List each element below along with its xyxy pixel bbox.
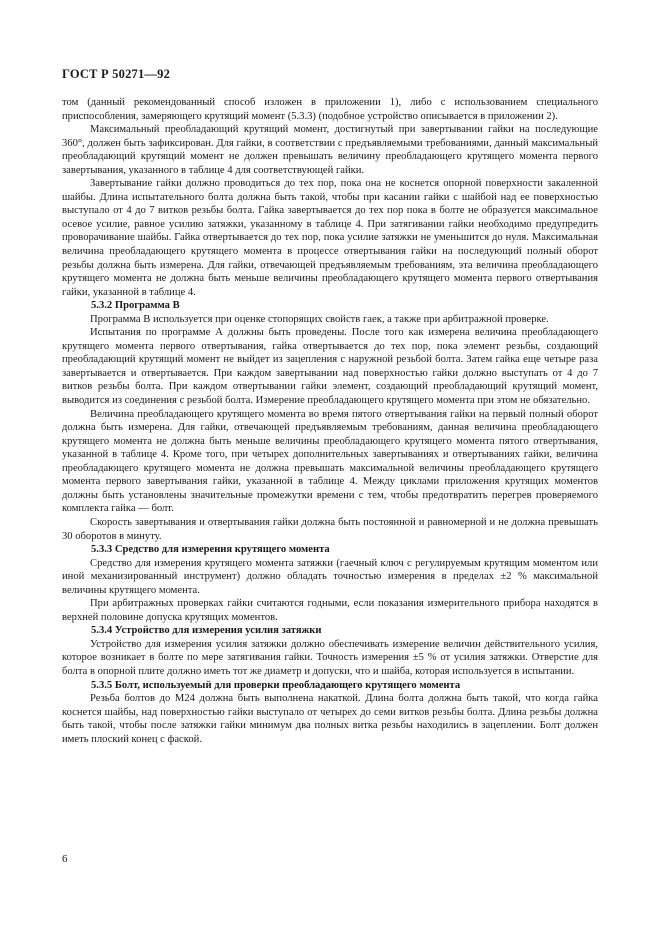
paragraph: Средство для измерения крутящего момента затяжки (гаечный ключ с регулируемым крутящим моментом или иной механизированный инструмент) должно обладать точностью измерения в пределах ±2 % максимальной величины крутящего момента. bbox=[62, 557, 598, 596]
paragraph: Максимальный преобладающий крутящий момент, достигнутый при завертывании гайки на последующие 360°, должен быть зафиксирован. Для гайки, в соответствии с предъявляемыми требованиями, данный максимальный преобладающий крутящий момент не должен превышать величину преобладающего крутящего момента первого завертывания, указанного в таблице 4 для соответствующей гайки. bbox=[62, 124, 598, 176]
document-body bbox=[62, 96, 598, 746]
paragraph: Испытания по программе А должны быть проведены. После того как измерена величина преобладающего крутящего момента первого отвертывания, гайка отвертывается до тех пор, пока элемент резьбы, создающий преобладающий крутящий момент не выйдет из зацепления с наружной резьбой болта. Затем гайка еще четыре раза завертывается и отвертывается. При каждом завертывании над поверхностью гайки должно выступать от 4 до 7 витков резьбы болта. При каждом отвертывании гайки элемент, создающий преобладающий крутящий момент, выводится из соединения с резьбой болта. Измерение преобладающего крутящего момента при этом не обязательно. bbox=[62, 327, 598, 407]
paragraph: Завертывание гайки должно проводиться до тех пор, пока она не коснется опорной поверхности закаленной шайбы. Длина испытательного болта должна быть такой, чтобы при касании гайки с шайбой над ее поверхностью выступало от 4 до 7 витков резьбы болта. Гайка завертывается до тех пор пока в болте не образуется максимальное осевое усилие, равное усилию затяжки, указанному в таблице 4. При затягивании гайки необходимо предупредить проворачивание шайбы. Гайка отвертывается до тех пор, пока усилие затяжки не уменьшится до нуля. Максимальная величина преобладающего крутящего момента в процессе отвертывания гайки на последующий полный оборот резьбы должна быть измерена. Для гайки, отвечающей предъявляемым требованиям, эта величина преобладающего крутящего момента не должна быть меньше величины преобладающего крутящего момента первого отвертывания гайки, указанной в таблице 4. bbox=[62, 178, 598, 298]
section-heading: 5.3.5 Болт, используемый для проверки преобладающего крутящего момента bbox=[91, 679, 461, 691]
page-number: 6 bbox=[62, 853, 68, 865]
section-heading: 5.3.2 Программа В bbox=[91, 300, 180, 312]
paragraph: Величина преобладающего крутящего момента во время пятого отвертывания гайки на первый полный оборот должна быть измерена. Для гайки, отвечающей предъявляемым требованиям, данная величина преобладающего крутящего момента не должна быть меньше величины преобладающего крутящего момента пятого отвертывания, указанной в таблице 4. Кроме того, при четырех дополнительных завертываниях и отвертываниях гайки, величина преобладающего крутящего момента не должна превышать максимальной величины преобладающего крутящего момента первого завертывания гайки, указанной в таблице 4. Между циклами приложения крутящих моментов должны быть установлены значительные промежутки времени с тем, чтобы предотвратить перегрев проверяемого комплекта гайка — болт. bbox=[62, 408, 598, 515]
paragraph: При арбитражных проверках гайки считаются годными, если показания измерительного прибора находятся в верхней половине допуска крутящих моментов. bbox=[62, 598, 598, 623]
paragraph: Скорость завертывания и отвертывания гайки должна быть постоянной и равномерной и не должна превышать 30 оборотов в минуту. bbox=[62, 516, 598, 542]
section-heading: 5.3.4 Устройство для измерения усилия затяжки bbox=[91, 625, 322, 637]
page-header: ГОСТ Р 50271—92 bbox=[62, 67, 171, 81]
paragraph: Резьба болтов до М24 должна быть выполнена накаткой. Длина болта должна быть такой, что когда гайка коснется шайбы, над поверхностью гайки выступало от четырех до семи витков резьбы болта. Длина резьбы должна быть такой, чтобы после затяжки гайки минимум два полных витка резьбы находились в зацеплении. Болт должен иметь плоский конец с фаской. bbox=[62, 693, 598, 745]
paragraph: Программа В используется при оценке стопорящих свойств гаек, а также при арбитражной проверке. bbox=[90, 313, 549, 325]
paragraph: Устройство для измерения усилия затяжки должно обеспечивать измерение величин действительного усилия, которое возникает в болте по мере затягивания гайки. Точность измерения ±5 % от усилия затяжки. Отверстие для болта в опорной плите должно иметь тот же диаметр и допуски, что и шайба, которая используется в испытании. bbox=[62, 638, 598, 677]
section-heading: 5.3.3 Средство для измерения крутящего момента bbox=[91, 544, 330, 556]
paragraph: том (данный рекомендованный способ изложен в приложении 1), либо с использованием специального приспособления, замеряющего крутящий момент (5.3.3) (подобное устройство описывается в приложении 2). bbox=[62, 97, 598, 122]
